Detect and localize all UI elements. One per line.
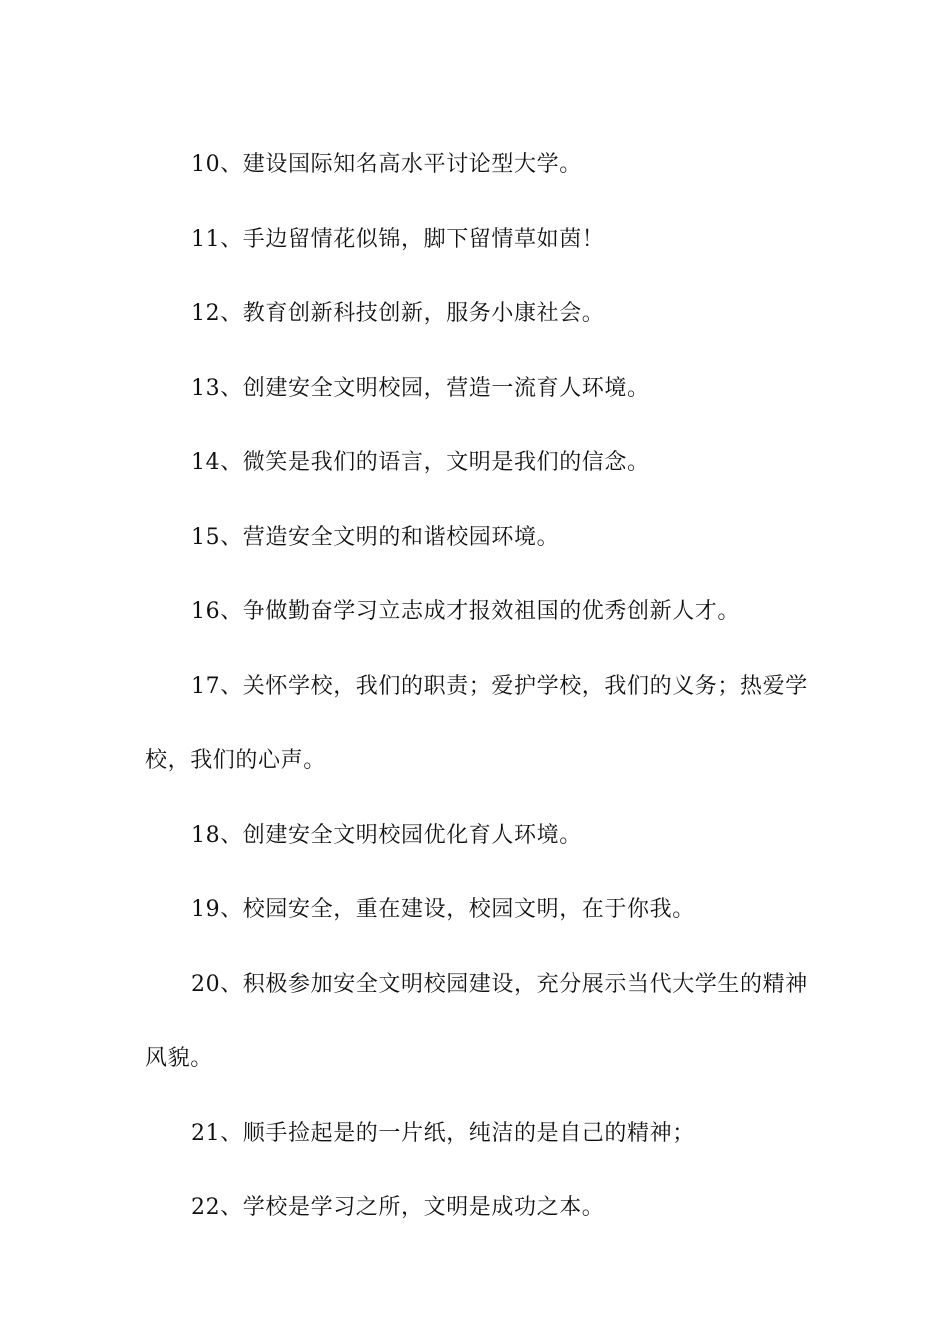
list-item: 18、创建安全文明校园优化育人环境。 <box>191 822 582 848</box>
list-item: 14、微笑是我们的语言，文明是我们的信念。 <box>191 450 650 475</box>
slogan-list <box>145 128 810 1246</box>
list-item: 17、关怀学校，我们的职责；爱护学校，我们的义务；热爱学校，我们的心声。 <box>145 673 808 773</box>
list-item: 13、创建安全文明校园，营造一流育人环境。 <box>191 375 650 401</box>
list-item: 16、争做勤奋学习立志成才报效祖国的优秀创新人才。 <box>191 599 740 624</box>
list-item: 22、学校是学习之所，文明是成功之本。 <box>191 1195 605 1220</box>
list-item: 10、建设国际知名高水平讨论型大学。 <box>191 152 582 177</box>
list-item: 19、校园安全，重在建设，校园文明，在于你我。 <box>191 897 695 922</box>
list-item: 15、营造安全文明的和谐校园环境。 <box>191 524 560 550</box>
list-item: 20、积极参加安全文明校园建设，充分展示当代大学生的精神风貌。 <box>145 971 808 1071</box>
list-item: 11、手边留情花似锦，脚下留情草如茵！ <box>191 226 605 252</box>
list-item: 21、顺手捡起是的一片纸，纯洁的是自己的精神； <box>191 1120 695 1146</box>
list-item: 12、教育创新科技创新，服务小康社会。 <box>191 301 605 326</box>
